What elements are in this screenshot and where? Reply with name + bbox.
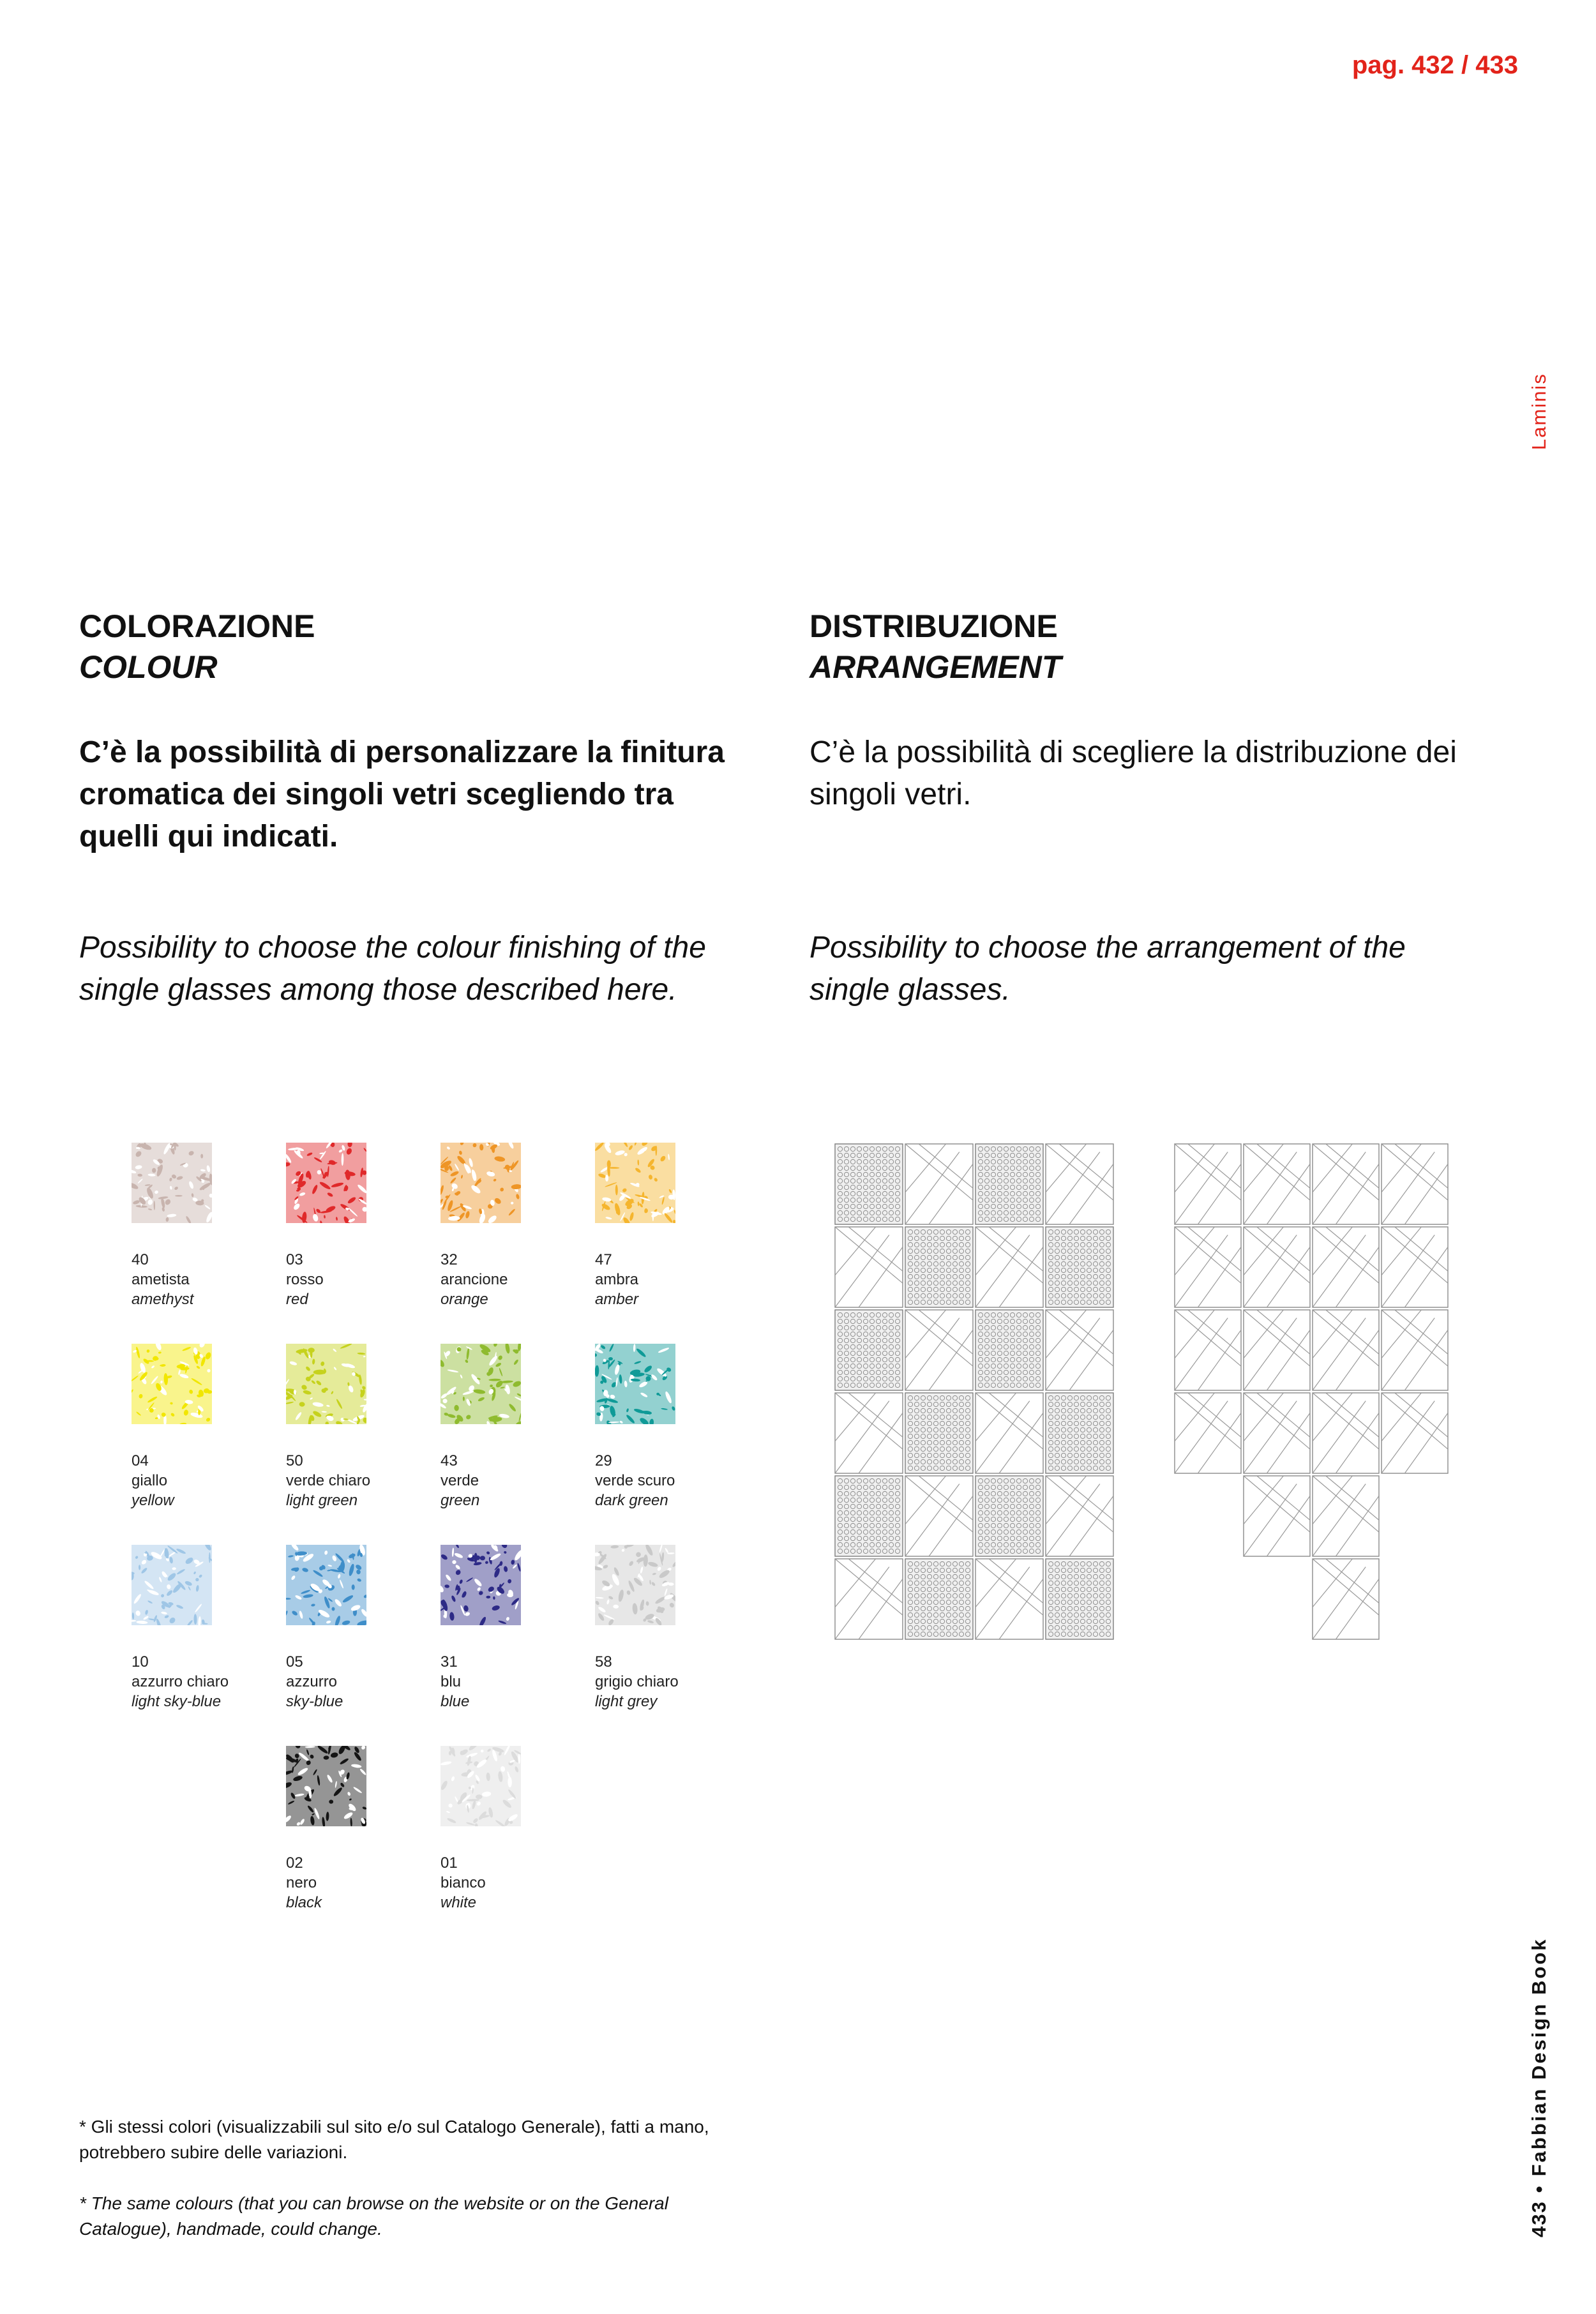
swatch-name-it: blu [440,1673,462,1690]
swatch-name-it: giallo [132,1472,168,1489]
swatch-code: 50 [286,1452,303,1469]
glass-tile-lined [1244,1476,1310,1556]
glass-tile-lined [1313,1393,1379,1473]
glass-tile-lined [1175,1144,1241,1224]
glass-tile-lined [835,1227,903,1307]
colour-swatch [132,1143,272,1309]
glass-tile-lined [1313,1476,1379,1556]
colour-swatch [132,1545,272,1711]
swatch-texture-icon [440,1746,521,1826]
swatch-texture-icon [595,1143,675,1223]
glass-tile-lined [975,1559,1043,1639]
colour-swatch [440,1545,581,1711]
glass-tile-lined [1244,1144,1310,1224]
arrangement-section [809,605,1473,1011]
glass-tile-textured [905,1227,973,1307]
swatch-code: 10 [132,1653,149,1671]
glass-tile-lined [905,1144,973,1224]
colour-swatch [286,1545,426,1711]
glass-tile-textured [905,1393,973,1473]
glass-tile-textured [975,1144,1043,1224]
colour-swatch [440,1344,581,1510]
glass-tile-lined [1381,1393,1448,1473]
swatch-code: 02 [286,1854,303,1872]
page-number: pag. 432 / 433 [1351,51,1518,79]
colour-swatch [595,1344,735,1510]
swatch-name-it: azzurro chiaro [132,1673,229,1690]
swatch-name-en: dark green [595,1492,668,1509]
arrangement-title-en: ARRANGEMENT [809,649,1062,685]
swatch-name-it: bianco [440,1874,486,1891]
swatch-code: 03 [286,1251,303,1268]
glass-tile-lined [1046,1310,1113,1390]
footer-brand [1528,1937,1551,2237]
glass-tile-textured [835,1310,903,1390]
swatch-code: 32 [440,1251,458,1268]
swatch-code: 40 [132,1251,149,1268]
colour-swatch [440,1143,581,1309]
swatch-name-en: light sky-blue [132,1693,222,1710]
swatch-name-en: light green [286,1492,358,1509]
arrangement-title-it: DISTRIBUZIONE [809,608,1058,644]
glass-tile-lined [1046,1144,1113,1224]
swatch-texture-icon [286,1143,366,1223]
colour-swatch [440,1746,581,1912]
footnote [79,2114,718,2242]
glass-tile-lined [1244,1393,1310,1473]
glass-tile-lined [1244,1310,1310,1390]
swatch-texture-icon [286,1344,366,1424]
swatch-texture-icon [440,1344,521,1424]
glass-tile-lined [1313,1559,1379,1639]
swatch-texture-icon [132,1143,212,1223]
swatch-name-en: amethyst [132,1291,194,1308]
footer-page-number: 433 [1528,2200,1550,2237]
swatch-name-en: blue [440,1693,470,1710]
glass-tile-lined [1175,1310,1241,1390]
swatch-name-en: black [286,1894,322,1911]
colour-swatch [286,1143,426,1309]
swatch-texture-icon [440,1143,521,1223]
swatch-texture-icon [595,1344,675,1424]
swatch-texture-icon [440,1545,521,1625]
glass-tile-lined [905,1476,973,1556]
swatch-name-it: ambra [595,1271,639,1288]
footer-book-name: Fabbian Design Book [1528,1937,1550,2177]
footnote-en: * The same colours (that you can browse on the website or on the General Catalogue), handmade, could change. [79,2193,668,2239]
glass-tile-lined [975,1227,1043,1307]
swatch-name-en: sky-blue [286,1693,343,1710]
glass-tile-lined [1046,1476,1113,1556]
swatch-name-en: red [286,1291,308,1308]
swatch-name-en: amber [595,1291,639,1308]
arrangement-diagram-stepped [1173,1143,1450,1642]
glass-tile-lined [1381,1144,1448,1224]
glass-tile-textured [835,1144,903,1224]
swatch-name-en: light grey [595,1693,658,1710]
swatch-name-it: arancione [440,1271,508,1288]
glass-tile-lined [1175,1227,1241,1307]
colour-title-en: COLOUR [79,649,218,685]
swatch-texture-icon [286,1746,366,1826]
swatch-name-it: verde chiaro [286,1472,371,1489]
swatch-name-it: azzurro [286,1673,338,1690]
glass-tile-textured [1046,1227,1113,1307]
glass-tile-lined [1381,1227,1448,1307]
arrangement-body-it: C’è la possibilità di scegliere la distribuzione dei singoli vetri. [809,735,1457,811]
colour-swatch [286,1746,426,1912]
colour-body-it: C’è la possibilità di personalizzare la finitura cromatica dei singoli vetri scegliendo tra quelli qui indicati. [79,735,725,853]
swatch-code: 29 [595,1452,612,1469]
glass-tile-lined [835,1559,903,1639]
glass-tile-lined [1313,1310,1379,1390]
colour-swatch [595,1545,735,1711]
swatch-name-en: orange [440,1291,488,1308]
colour-swatch [286,1344,426,1510]
glass-tile-lined [975,1393,1043,1473]
swatch-name-en: green [440,1492,480,1509]
swatch-code: 01 [440,1854,458,1872]
colour-swatch-grid [132,1143,757,1934]
glass-tile-textured [975,1310,1043,1390]
swatch-texture-icon [132,1344,212,1424]
swatch-texture-icon [132,1545,212,1625]
colour-swatch [595,1143,735,1309]
arrangement-body-en: Possibility to choose the arrangement of the single glasses. [809,931,1406,1007]
swatch-code: 43 [440,1452,458,1469]
colour-section [79,605,743,1011]
swatch-name-en: white [440,1894,477,1911]
colour-title-it: COLORAZIONE [79,608,315,644]
swatch-name-it: verde [440,1472,479,1489]
glass-tile-textured [1046,1559,1113,1639]
glass-tile-lined [1313,1144,1379,1224]
swatch-code: 31 [440,1653,458,1671]
section-side-label: Laminis [1528,373,1550,450]
glass-tile-lined [1244,1227,1310,1307]
swatch-code: 47 [595,1251,612,1268]
glass-tile-textured [835,1476,903,1556]
glass-tile-lined [1175,1393,1241,1473]
swatch-name-it: verde scuro [595,1472,675,1489]
swatch-name-it: nero [286,1874,317,1891]
glass-tile-lined [1381,1310,1448,1390]
glass-tile-textured [975,1476,1043,1556]
glass-tile-lined [905,1310,973,1390]
glass-tile-lined [1313,1227,1379,1307]
swatch-code: 05 [286,1653,303,1671]
glass-tile-lined [835,1393,903,1473]
swatch-name-it: rosso [286,1271,324,1288]
colour-body-en: Possibility to choose the colour finishing of the single glasses among those described here. [79,931,706,1007]
swatch-texture-icon [595,1545,675,1625]
swatch-texture-icon [286,1545,366,1625]
glass-tile-textured [1046,1393,1113,1473]
arrangement-diagram-mixed [834,1143,1115,1642]
swatch-code: 58 [595,1653,612,1671]
swatch-name-it: grigio chiaro [595,1673,679,1690]
glass-tile-textured [905,1559,973,1639]
footer-bullet: • [1528,2184,1550,2193]
swatch-name-en: yellow [132,1492,174,1509]
swatch-name-it: ametista [132,1271,190,1288]
swatch-code: 04 [132,1452,149,1469]
footnote-it: * Gli stessi colori (visualizzabili sul sito e/o sul Catalogo Generale), fatti a mano, potrebbero subire delle variazioni. [79,2117,709,2162]
colour-swatch [132,1344,272,1510]
